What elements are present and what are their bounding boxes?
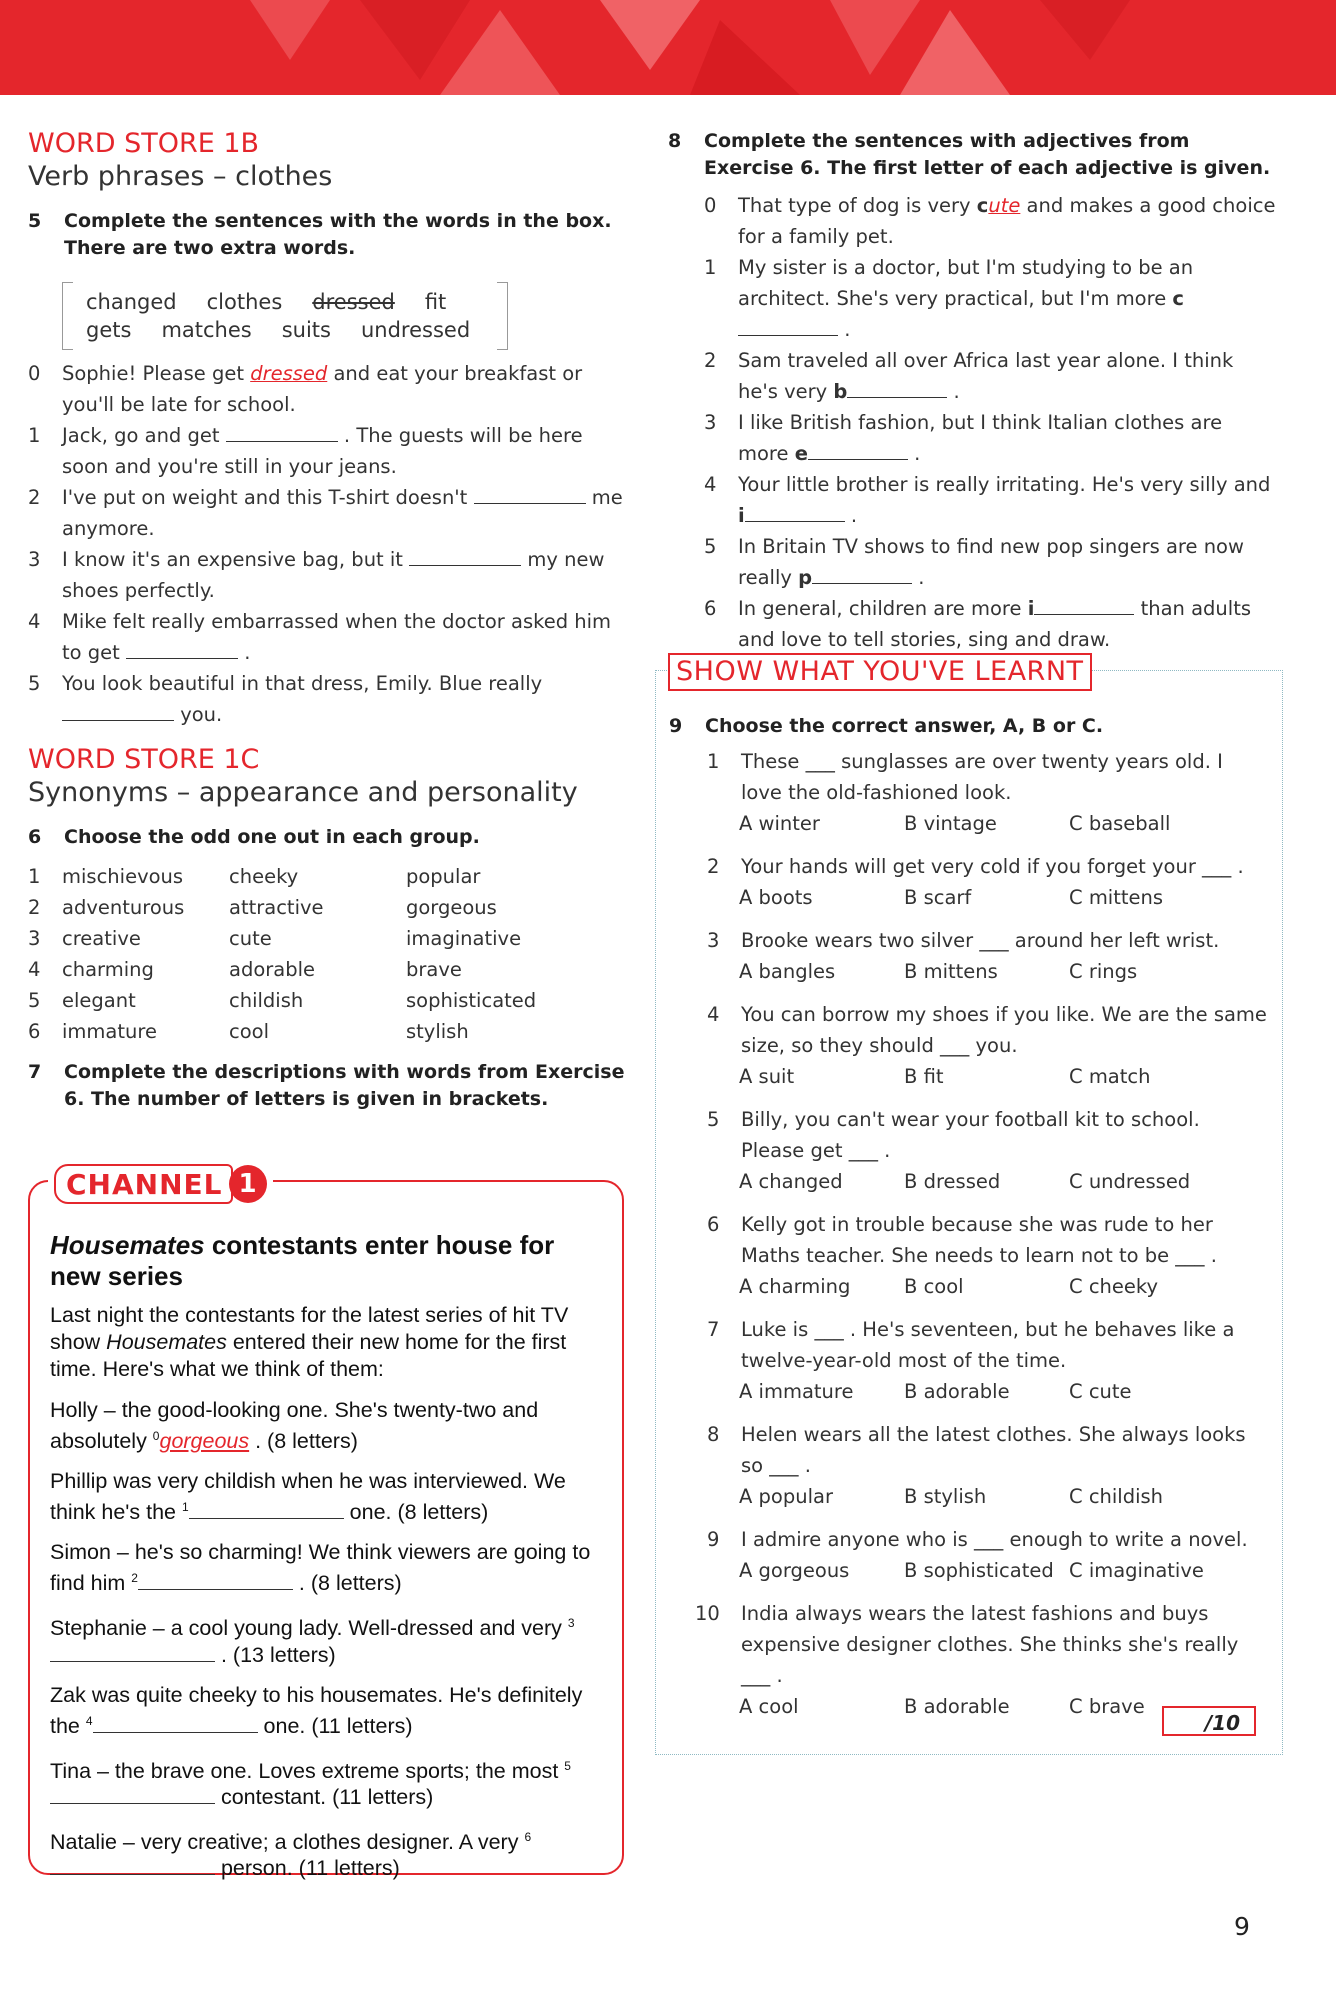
table-row: 3 creative cute imaginative — [28, 927, 522, 950]
question: 1 These ___ sunglasses are over twenty years old. I love the old-fashioned look. A winter B vintage C baseball — [705, 746, 1269, 839]
list-item: 5 You look beautiful in that dress, Emily. Blue really you. — [28, 672, 543, 726]
table-row: 5 elegant childish sophisticated — [28, 989, 537, 1012]
word-box — [62, 282, 508, 350]
channel-article-box — [28, 1168, 624, 1881]
exercise-5-items — [28, 358, 628, 730]
question: 9 I admire anyone who is ___ enough to write a novel. A gorgeous B sophisticated C imaginative — [705, 1524, 1269, 1586]
option-b[interactable]: B sophisticated — [904, 1559, 1054, 1582]
answer-blank[interactable] — [808, 441, 908, 460]
option-b[interactable]: B cool — [904, 1275, 964, 1298]
list-item: 0 Sophie! Please get dressed and eat your breakfast or you'll be late for school. — [28, 362, 583, 416]
box-word: clothes — [206, 290, 283, 314]
option-c[interactable]: C baseball — [1069, 812, 1171, 835]
question: 2 Your hands will get very cold if you forget your ___ . A boots B scarf C mittens — [705, 851, 1269, 913]
answer-blank[interactable] — [138, 1571, 293, 1590]
box-word: undressed — [360, 318, 471, 342]
list-item: 4 Your little brother is really irritating. He's very silly and i . — [704, 473, 1271, 527]
question: 3 Brooke wears two silver ___ around her left wrist. A bangles B mittens C rings — [705, 925, 1269, 987]
box-word-crossed: dressed — [312, 290, 395, 314]
list-item: 6 In general, children are more i than adults and love to tell stories, sing and draw. — [704, 597, 1252, 651]
question: 10 India always wears the latest fashions and buys expensive designer clothes. She thinks she's really ___ . A cool B adorable C brave — [705, 1598, 1269, 1722]
list-item: 5 In Britain TV shows to find new pop singers are now really p . — [704, 535, 1244, 589]
option-c[interactable]: C brave — [1069, 1695, 1145, 1718]
box-word: suits — [281, 318, 331, 342]
option-b[interactable]: B adorable — [904, 1695, 1010, 1718]
answer-blank[interactable] — [847, 379, 947, 398]
list-item: 0 That type of dog is very cute and makes a good choice for a family pet. — [704, 194, 1276, 248]
option-a[interactable]: A immature — [739, 1380, 854, 1403]
right-column — [668, 128, 1278, 655]
exercise-number: 5 — [28, 210, 42, 232]
show-what-youve-learnt-box — [655, 656, 1283, 1755]
exercise-8-items — [704, 190, 1278, 655]
exercise-9-instruction: 9 Choose the correct answer, A, B or C. — [669, 715, 1104, 737]
option-a[interactable]: A charming — [739, 1275, 851, 1298]
table-row: 6 immature cool stylish — [28, 1020, 469, 1043]
answer-blank[interactable] — [745, 503, 845, 522]
question: 8 Helen wears all the latest clothes. She always looks so ___ . A popular B stylish C childish — [705, 1419, 1269, 1512]
answer-blank[interactable] — [812, 565, 912, 584]
article-paragraph: Tina – the brave one. Loves extreme sports; the most $^5$ contestant. (11 letters) — [50, 1758, 571, 1809]
article-paragraph: Stephanie – a cool young lady. Well-dressed and very $^3$ . (13 letters) — [50, 1616, 575, 1667]
question: 7 Luke is ___ . He's seventeen, but he behaves like a twelve-year-old most of the time. A immature B adorable C cute — [705, 1314, 1269, 1407]
option-c[interactable]: C rings — [1069, 960, 1138, 983]
answer-blank[interactable] — [738, 317, 838, 336]
answer-blank[interactable] — [409, 547, 521, 566]
option-c[interactable]: C mittens — [1069, 886, 1164, 909]
option-a[interactable]: A suit — [739, 1065, 795, 1088]
question: 5 Billy, you can't wear your football kit to school. Please get ___ . A changed B dressed C undressed — [705, 1104, 1269, 1197]
list-item: 1 Jack, go and get . The guests will be here soon and you're still in your jeans. — [28, 424, 583, 478]
option-a[interactable]: A gorgeous — [739, 1559, 850, 1582]
option-b[interactable]: B fit — [904, 1065, 944, 1088]
section-tag: SHOW WHAT YOU'VE LEARNT — [668, 653, 1092, 691]
option-a[interactable]: A bangles — [739, 960, 836, 983]
article-title: Housemates contestants enter house for new series — [50, 1230, 555, 1291]
question: 6 Kelly got in trouble because she was rude to her Maths teacher. She needs to learn not to be ___ . A charming B cool C cheeky — [705, 1209, 1269, 1302]
option-c[interactable]: C childish — [1069, 1485, 1164, 1508]
instruction-text: Complete the sentences with the words in the box. There are two extra words. — [64, 210, 612, 259]
exercise-6-instruction: 6 Choose the odd one out in each group. — [28, 826, 480, 848]
banner-pattern — [0, 0, 1336, 95]
answer-blank[interactable] — [50, 1856, 215, 1875]
answer-blank[interactable] — [126, 640, 238, 659]
article-paragraph: Natalie – very creative; a clothes designer. A very $^6$ person. (11 letters) — [50, 1829, 532, 1881]
article-paragraph: Holly – the good-looking one. She's twenty-two and absolutely $^0$gorgeous . (8 letters) — [50, 1398, 539, 1454]
article-lead: Last night the contestants for the latest series of hit TV show Housemates entered their new home for the first time. Here's what we think of them: — [50, 1303, 569, 1381]
option-b[interactable]: B stylish — [904, 1485, 987, 1508]
article-paragraph: Zak was quite cheeky to his housemates. He's definitely the $^4$ one. (11 letters) — [50, 1682, 583, 1738]
exercise-7-instruction: 7 Complete the descriptions with words from Exercise 6. The number of letters is given in brackets. — [28, 1061, 625, 1110]
option-b[interactable]: B vintage — [904, 812, 997, 835]
answer-blank[interactable] — [189, 1500, 344, 1519]
example-answer: dressed — [250, 362, 328, 385]
answer-blank[interactable] — [93, 1714, 258, 1733]
exercise-8-instruction: 8 Complete the sentences with adjectives from Exercise 6. The first letter of each adjective is given. — [668, 130, 1271, 179]
answer-blank[interactable] — [474, 485, 586, 504]
ws1c-heading: WORD STORE 1C — [28, 744, 260, 775]
example-answer: gorgeous — [159, 1429, 250, 1454]
list-item: 3 I like British fashion, but I think Italian clothes are more e . — [704, 411, 1223, 465]
answer-blank[interactable] — [226, 423, 338, 442]
page-number: 9 — [1234, 1912, 1250, 1941]
option-b[interactable]: B mittens — [904, 960, 998, 983]
table-row: 4 charming adorable brave — [28, 958, 462, 981]
list-item: 2 Sam traveled all over Africa last year alone. I think he's very b . — [704, 349, 1234, 403]
answer-blank[interactable] — [1034, 596, 1134, 615]
channel-logo: CHANNEL 1 — [48, 1164, 273, 1204]
answer-blank[interactable] — [50, 1785, 215, 1804]
ws1b-subheading: Verb phrases – clothes — [28, 161, 333, 192]
example-answer: ute — [988, 194, 1021, 217]
ws1c-subheading: Synonyms – appearance and personality — [28, 777, 578, 808]
answer-blank[interactable] — [50, 1643, 215, 1662]
table-row: 1 mischievous cheeky popular — [28, 865, 481, 888]
box-word: fit — [424, 290, 447, 314]
article-paragraph: Simon – he's so charming! We think viewers are going to find him $^2$ . (8 letters) — [50, 1540, 591, 1596]
box-word: changed — [86, 290, 177, 314]
ws1b-heading: WORD STORE 1B — [28, 128, 260, 159]
list-item: 2 I've put on weight and this T-shirt doesn't me anymore. — [28, 486, 623, 540]
question: 4 You can borrow my shoes if you like. We are the same size, so they should ___ you. A suit B fit C match — [705, 999, 1269, 1092]
option-b[interactable]: B scarf — [904, 886, 972, 909]
header-banner — [0, 0, 1336, 95]
option-b[interactable]: B dressed — [904, 1170, 1001, 1193]
box-word: matches — [161, 318, 252, 342]
option-a[interactable]: A changed — [739, 1170, 843, 1193]
list-item: 3 I know it's an expensive bag, but it my new shoes perfectly. — [28, 548, 605, 602]
option-c[interactable]: C cheeky — [1069, 1275, 1159, 1298]
odd-one-out-grid — [28, 861, 628, 1047]
article-paragraph: Phillip was very childish when he was interviewed. We think he's the $^1$ one. (8 letters) — [50, 1469, 566, 1525]
table-row: 2 adventurous attractive gorgeous — [28, 896, 497, 919]
answer-blank[interactable] — [62, 702, 174, 721]
left-column — [28, 128, 628, 1113]
exercise-5-instruction — [28, 208, 628, 262]
list-item: 1 My sister is a doctor, but I'm studying to be an architect. She's very practical, but I'm more c . — [704, 256, 1194, 341]
option-c[interactable]: C imaginative — [1069, 1559, 1204, 1582]
option-c[interactable]: C undressed — [1069, 1170, 1191, 1193]
box-word: gets — [86, 318, 132, 342]
option-b[interactable]: B adorable — [904, 1380, 1010, 1403]
option-a[interactable]: A popular — [739, 1485, 833, 1508]
option-a[interactable]: A winter — [739, 812, 820, 835]
option-a[interactable]: A boots — [739, 886, 813, 909]
option-c[interactable]: C match — [1069, 1065, 1151, 1088]
score-box: /10 — [1162, 1706, 1256, 1736]
list-item: 4 Mike felt really embarrassed when the doctor asked him to get . — [28, 610, 612, 664]
option-a[interactable]: A cool — [739, 1695, 799, 1718]
option-c[interactable]: C cute — [1069, 1380, 1132, 1403]
